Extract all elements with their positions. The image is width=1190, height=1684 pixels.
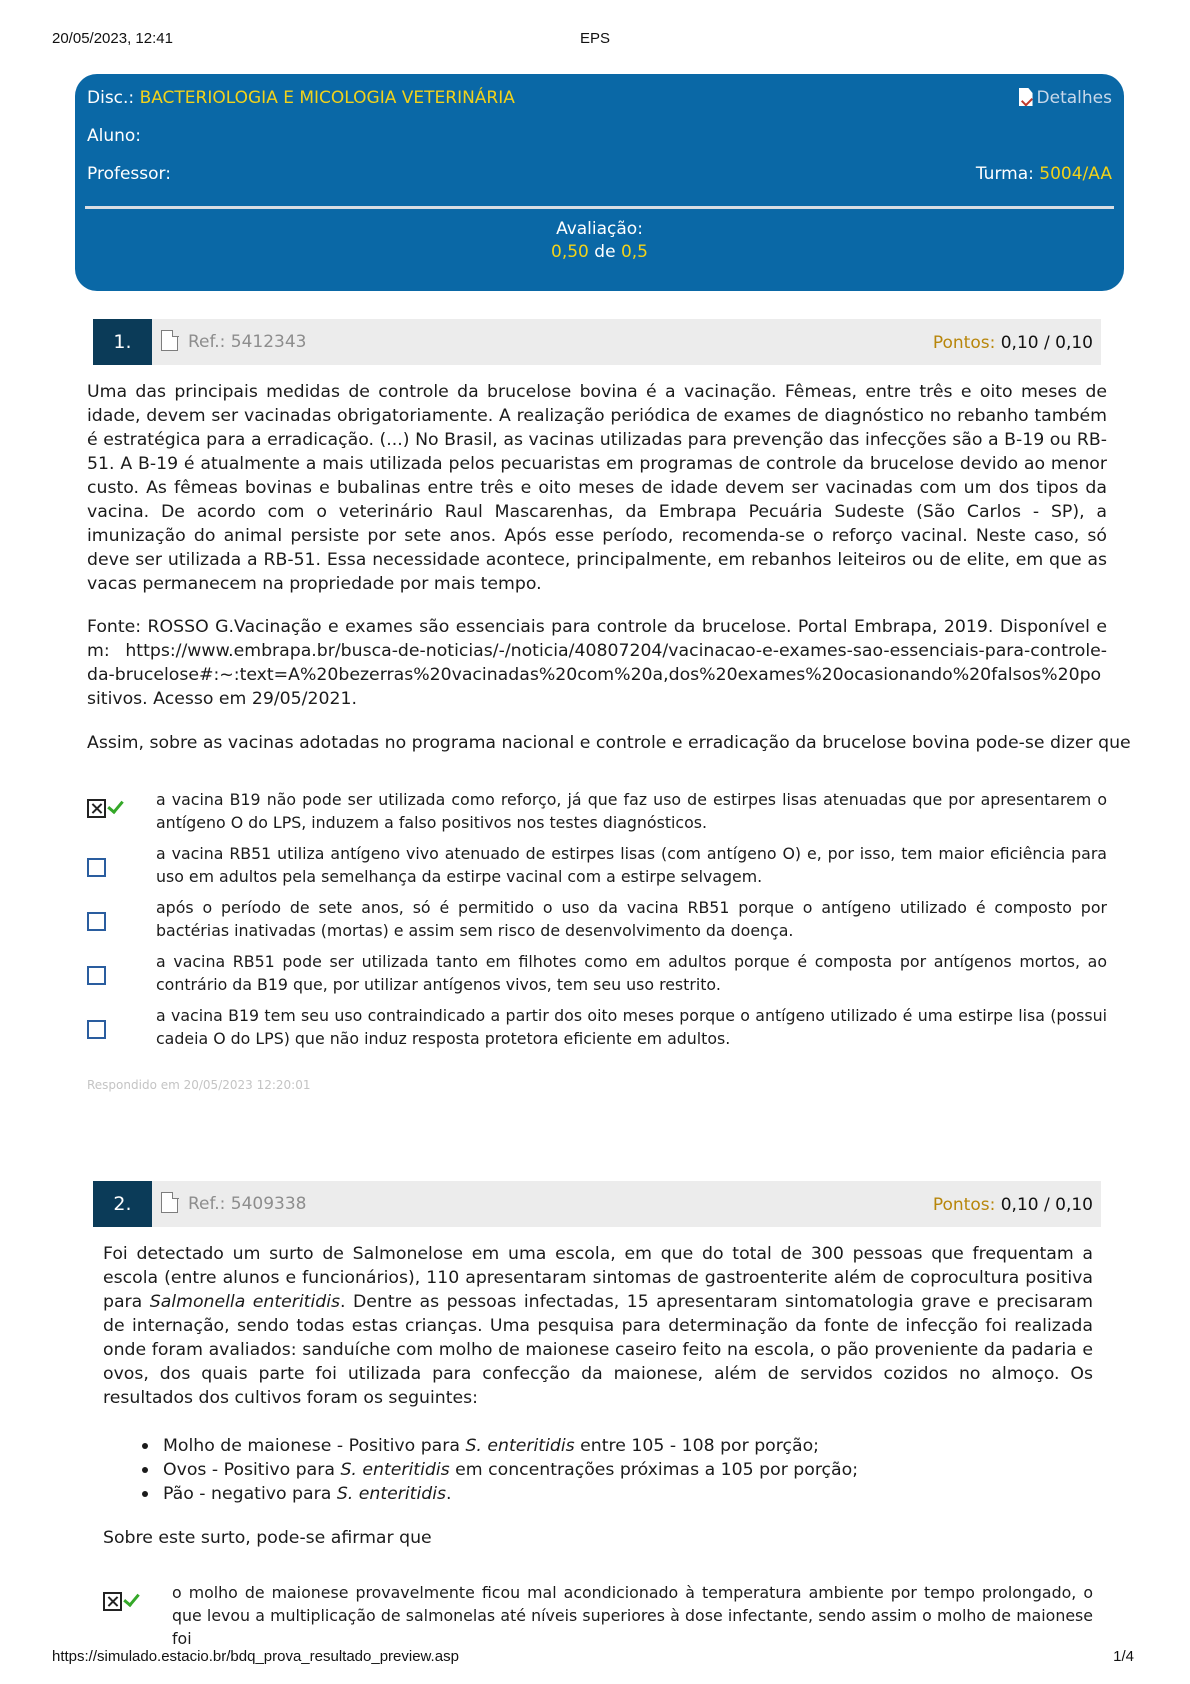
bullet-species: S. enteritidis bbox=[340, 1460, 450, 1480]
option-row[interactable] bbox=[87, 788, 1107, 838]
list-item bbox=[133, 1434, 1093, 1458]
option-text: a vacina RB51 pode ser utilizada tanto em filhotes como em adultos porque é composta por antígenos mortos, ao contrário da B19 que, por utilizar antígenos vivos, tem seu uso restrito. bbox=[156, 952, 1107, 994]
stem-species: Salmonella enteritidis bbox=[149, 1292, 341, 1312]
question-1-stem: Uma das principais medidas de controle da brucelose bovina é a vacinação. Fêmeas, entre três e oito meses de idade, devem ser vacinadas obrigatoriamente. A realização periódica de exames de diagnóstico no rebanho também é estratégica para a erradicação. (...) No Brasil, as vacinas utilizadas para prevenção das infecções são a B-19 ou RB-51. A B-19 é atualmente a mais utilizada pelos pecuaristas em programas de controle da brucelose devido ao menor custo. As fêmeas bovinas e bubalinas entre três e oito meses de idade devem ser vacinadas com um dos tipos da vacina. De acordo com o veterinário Raul Mascarenhas, da Embrapa Pecuária Sudeste (São Carlos - SP), a imunização do animal persiste por sete anos. Após esse período, recomenda-se o reforço vacinal. Neste caso, só deve ser utilizada a RB-51. Essa necessidade acontece, principalmente, em rebanhos leiteiros ou de elite, em que as vacas permanecem na propriedade por mais tempo. bbox=[87, 382, 1107, 594]
evaluation-score bbox=[75, 241, 1124, 264]
bullet-text: Pão - negativo para bbox=[163, 1484, 332, 1504]
print-datetime: 20/05/2023, 12:41 bbox=[52, 30, 173, 47]
selected-checkbox[interactable] bbox=[87, 799, 106, 818]
print-url: https://simulado.estacio.br/bdq_prova_resultado_preview.asp bbox=[52, 1648, 459, 1665]
print-header bbox=[0, 30, 1190, 50]
bullet-text: . bbox=[446, 1484, 452, 1504]
question-2-prompt: Sobre este surto, pode-se afirmar que bbox=[103, 1528, 432, 1548]
question-number: 2. bbox=[93, 1181, 152, 1227]
bullet-text: Molho de maionese - Positivo para bbox=[163, 1436, 460, 1456]
discipline-value: BACTERIOLOGIA E MICOLOGIA VETERINÁRIA bbox=[139, 88, 515, 108]
stem-text-a: Foi detectado um surto de Salmonelose em uma escola, em que do total de 300 pessoas que frequentam a escola (entre alunos e funcionários), 110 apresentaram sintomas de gastroenterite além de coprocultura positiva para bbox=[103, 1244, 1093, 1312]
option-checkbox[interactable] bbox=[87, 912, 106, 931]
question-ref bbox=[161, 1181, 307, 1227]
option-checkbox[interactable] bbox=[87, 1020, 106, 1039]
evaluation-label: Avaliação: bbox=[556, 219, 643, 239]
discipline-row bbox=[87, 88, 515, 108]
option-text: a vacina RB51 utiliza antígeno vivo atenuado de estirpes lisas (com antígeno O) e, por isso, tem maior eficiência para uso em adultos pela semelhança da estirpe vacinal com a estirpe selvagem. bbox=[156, 844, 1107, 886]
document-icon bbox=[161, 1192, 178, 1213]
points-max: 0,10 bbox=[1055, 1195, 1093, 1215]
question-points bbox=[933, 1181, 1093, 1229]
option-checkbox[interactable] bbox=[87, 966, 106, 985]
professor-label: Professor: bbox=[87, 164, 171, 184]
print-title: EPS bbox=[579, 30, 610, 47]
correct-check-icon bbox=[107, 797, 124, 814]
exam-info-banner bbox=[75, 74, 1124, 291]
option-row[interactable] bbox=[87, 1004, 1107, 1054]
class-label: Turma: bbox=[975, 164, 1034, 184]
question-points bbox=[933, 319, 1093, 367]
student-label: Aluno: bbox=[87, 126, 142, 146]
option-checkbox[interactable] bbox=[87, 858, 106, 877]
question-1-source: Fonte: ROSSO G.Vacinação e exames são essenciais para controle da brucelose. Portal Embrapa, 2019. Disponível em: https://www.embrapa.br/busca-de-noticias/-/noticia/40807204/vacinacao-e-exames-sao-essenciais-para-controle-da-brucelose#:~:text=A%20bezerras%20vacinadas%20com%20a,dos%20exames%20ocasionando%20falsos%20positivos. Acesso em 29/05/2021. bbox=[87, 617, 1107, 709]
student-row bbox=[87, 126, 141, 146]
results-list bbox=[133, 1434, 1093, 1506]
details-link[interactable] bbox=[1019, 88, 1112, 108]
professor-row bbox=[87, 164, 171, 184]
print-footer bbox=[0, 1648, 1190, 1668]
option-row[interactable] bbox=[87, 896, 1107, 946]
question-ref bbox=[161, 319, 307, 365]
score-max: 0,5 bbox=[620, 242, 648, 262]
banner-divider bbox=[85, 206, 1114, 209]
bullet-species: S. enteritidis bbox=[336, 1484, 447, 1504]
bullet-species: S. enteritidis bbox=[465, 1436, 575, 1456]
list-item bbox=[133, 1458, 1093, 1482]
class-value: 5004/AA bbox=[1039, 164, 1112, 184]
question-ref-text: Ref.: 5409338 bbox=[188, 1194, 307, 1214]
bullet-text: entre 105 - 108 por porção; bbox=[580, 1436, 819, 1456]
question-number: 1. bbox=[93, 319, 152, 365]
question-1-header bbox=[93, 319, 1101, 365]
pdf-document-icon bbox=[1019, 88, 1033, 106]
option-text: após o período de sete anos, só é permitido o uso da vacina RB51 porque o antígeno utilizado é composto por bactérias inativadas (mortas) e assim sem risco de desenvolvimento da doença. bbox=[156, 898, 1107, 940]
option-text: a vacina B19 não pode ser utilizada como reforço, já que faz uso de estirpes lisas atenuadas que por apresentarem o antígeno O do LPS, induzem a falso positivos nos testes diagnósticos. bbox=[156, 790, 1107, 832]
option-row[interactable] bbox=[87, 950, 1107, 1000]
document-icon bbox=[161, 330, 178, 351]
option-text: a vacina B19 tem seu uso contraindicado a partir dos oito meses porque o antígeno utilizado é uma estirpe lisa (possui cadeia O do LPS) que não induz resposta protetora eficiente em adultos. bbox=[156, 1006, 1107, 1048]
bullet-text: em concentrações próximas a 105 por porção; bbox=[455, 1460, 859, 1480]
answered-timestamp: Respondido em 20/05/2023 12:20:01 bbox=[87, 1078, 311, 1092]
points-value: 0,10 bbox=[1000, 333, 1039, 353]
option-row[interactable] bbox=[87, 842, 1107, 892]
question-2-header bbox=[93, 1181, 1101, 1227]
option-row[interactable] bbox=[103, 1581, 1093, 1648]
stem-text-b: . Dentre as pessoas infectadas, 15 apresentaram sintomatologia grave e precisaram de internação, sendo todas estas crianças. Uma pesquisa para determinação da fonte de infecção foi realizada onde foram avaliados: sanduíche com molho de maionese caseiro feito na escola, o pão proveniente da padaria e ovos, dos quais parte foi utilizada para confecção da maionese, além de servidos cozidos no almoço. Os resultados dos cultivos foram os seguintes: bbox=[103, 1292, 1093, 1408]
question-2-stem bbox=[103, 1242, 1093, 1410]
question-1-prompt: Assim, sobre as vacinas adotadas no programa nacional e controle e erradicação da brucelose bovina pode-se dizer que bbox=[87, 733, 1131, 753]
option-text: o molho de maionese provavelmente ficou mal acondicionado à temperatura ambiente por tempo prolongado, o que levou a multiplicação de salmonelas até níveis superiores à dose infectante, sendo assim o molho de maionese foi bbox=[172, 1583, 1093, 1648]
points-label: Pontos: bbox=[932, 333, 996, 353]
correct-check-icon bbox=[123, 1590, 140, 1607]
class-row bbox=[976, 164, 1112, 184]
score-of: de bbox=[594, 242, 616, 262]
points-separator: / bbox=[1044, 333, 1050, 353]
points-value: 0,10 bbox=[1000, 1195, 1039, 1215]
score-value: 0,50 bbox=[551, 242, 589, 262]
points-label: Pontos: bbox=[932, 1195, 996, 1215]
discipline-label: Disc.: bbox=[87, 88, 135, 108]
list-item bbox=[133, 1482, 1093, 1506]
print-page-number: 1/4 bbox=[1113, 1648, 1134, 1665]
question-ref-text: Ref.: 5412343 bbox=[188, 332, 307, 352]
selected-checkbox[interactable] bbox=[103, 1592, 122, 1611]
evaluation-block bbox=[75, 218, 1124, 264]
points-max: 0,10 bbox=[1055, 333, 1093, 353]
details-label: Detalhes bbox=[1036, 88, 1112, 108]
bullet-text: Ovos - Positivo para bbox=[163, 1460, 335, 1480]
points-separator: / bbox=[1044, 1195, 1050, 1215]
